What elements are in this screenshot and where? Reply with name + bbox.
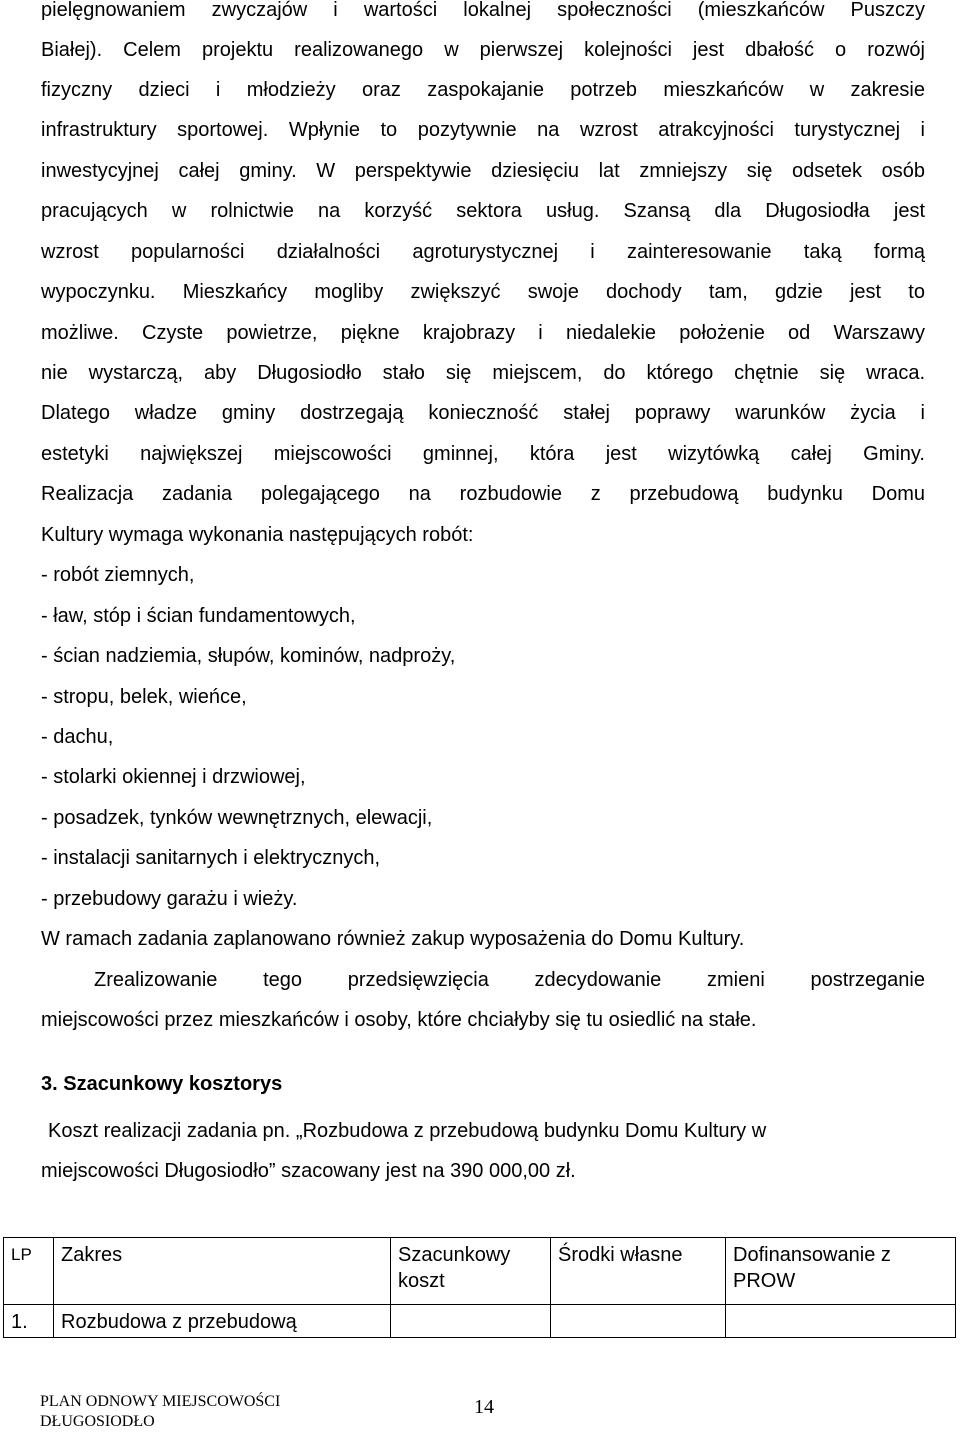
- list-item: - przebudowy garażu i wieży.: [41, 888, 298, 910]
- body-line: miejscowości przez mieszkańców i osoby, które chciałyby się tu osiedlić na stałe.: [41, 1009, 757, 1031]
- page-number: 14: [474, 1396, 494, 1418]
- body-line: inwestycyjnej całej gminy. W perspektywie dziesięciu lat zmniejszy się odsetek osób: [41, 160, 925, 182]
- body-line: pielęgnowaniem zwyczajów i wartości lokalnej społeczności (mieszkańców Puszczy: [41, 0, 925, 21]
- body-line: pracujących w rolnictwie na korzyść sektora usług. Szansą dla Długosiodła jest: [41, 200, 925, 222]
- list-item: - ścian nadziemia, słupów, kominów, nadproży,: [41, 645, 456, 667]
- footer-title-line: DŁUGOSIODŁO: [40, 1413, 155, 1430]
- table-header-cell: Szacunkowy koszt: [391, 1238, 551, 1305]
- list-item: - stolarki okiennej i drzwiowej,: [41, 766, 306, 788]
- list-item: - posadzek, tynków wewnętrznych, elewacji,: [41, 807, 433, 829]
- list-item: - robót ziemnych,: [41, 564, 195, 586]
- table-header-cell: LP: [4, 1238, 54, 1305]
- list-item: - ław, stóp i ścian fundamentowych,: [41, 605, 356, 627]
- body-line: Realizacja zadania polegającego na rozbudowie z przebudową budynku Domu: [41, 483, 925, 505]
- body-line: fizyczny dzieci i młodzieży oraz zaspokajanie potrzeb mieszkańców w zakresie: [41, 79, 925, 101]
- table-cell: Rozbudowa z przebudową: [54, 1305, 391, 1338]
- table-cell: 1.: [4, 1305, 54, 1338]
- body-line: wypoczynku. Mieszkańcy mogliby zwiększyć swoje dochody tam, gdzie jest to: [41, 281, 925, 303]
- section-line: miejscowości Długosiodło” szacowany jest na 390 000,00 zł.: [41, 1160, 576, 1182]
- list-item: - dachu,: [41, 726, 114, 748]
- body-line: możliwe. Czyste powietrze, piękne krajobrazy i niedalekie położenie od Warszawy: [41, 322, 925, 344]
- body-line: infrastruktury sportowej. Wpłynie to pozytywnie na wzrost atrakcyjności turystycznej i: [41, 119, 925, 141]
- table-header-cell: Zakres: [54, 1238, 391, 1305]
- table-cell: [391, 1305, 551, 1338]
- list-item: - stropu, belek, wieńce,: [41, 686, 247, 708]
- body-line: Białej). Celem projektu realizowanego w pierwszej kolejności jest dbałość o rozwój: [41, 39, 925, 61]
- section-line: Koszt realizacji zadania pn. „Rozbudowa z przebudową budynku Domu Kultury w: [48, 1120, 767, 1142]
- body-line: nie wystarczą, aby Długosiodło stało się miejscem, do którego chętnie się wraca.: [41, 362, 925, 384]
- body-line: wzrost popularności działalności agroturystycznej i zainteresowanie taką formą: [41, 241, 925, 263]
- section-heading: 3. Szacunkowy kosztorys: [41, 1073, 283, 1095]
- list-item: - instalacji sanitarnych i elektrycznych,: [41, 847, 381, 869]
- table-row: [4, 1305, 956, 1338]
- body-line: estetyki największej miejscowości gminnej, która jest wizytówką całej Gminy.: [41, 443, 925, 465]
- table-header-row: [4, 1238, 956, 1305]
- body-line: W ramach zadania zaplanowano również zakup wyposażenia do Domu Kultury.: [41, 928, 745, 950]
- body-line: Dlatego władze gminy dostrzegają konieczność stałej poprawy warunków życia i: [41, 402, 925, 424]
- body-line: Kultury wymaga wykonania następujących robót:: [41, 524, 474, 546]
- body-line: Zrealizowanie tego przedsięwzięcia zdecydowanie zmieni postrzeganie: [94, 969, 925, 991]
- table-header-cell: Dofinansowanie z PROW: [726, 1238, 956, 1305]
- table-cell: [726, 1305, 956, 1338]
- cost-table: [3, 1237, 956, 1338]
- table-header-cell: Środki własne: [551, 1238, 726, 1305]
- footer-title-line: PLAN ODNOWY MIEJSCOWOŚCI: [40, 1393, 281, 1410]
- footer-title: [40, 1392, 280, 1432]
- table-cell: [551, 1305, 726, 1338]
